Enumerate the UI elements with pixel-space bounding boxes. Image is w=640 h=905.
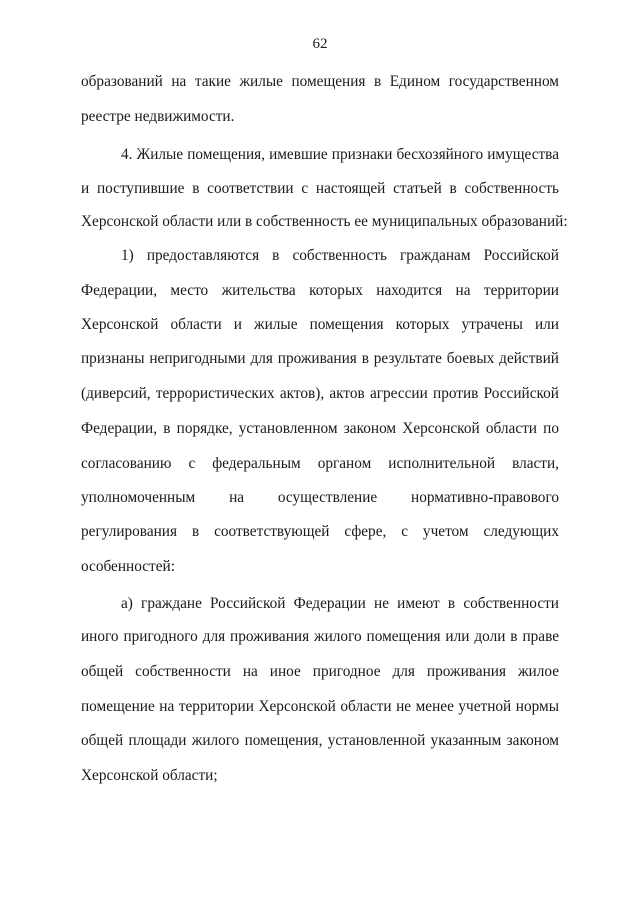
text-line: Херсонской области и жилые помещения которых утрачены или — [81, 316, 559, 333]
text-line: и поступившие в соответствии с настоящей статьей в собственность — [81, 180, 559, 197]
text-line: общей площади жилого помещения, установленной указанным законом — [81, 732, 559, 749]
paragraph-start: а) граждане Российской Федерации не имеют в собственности — [121, 595, 559, 612]
text-line: особенностей: — [81, 558, 175, 575]
text-line: Херсонской области; — [81, 767, 218, 784]
text-line: регулирования в соответствующей сфере, с учетом следующих — [81, 523, 559, 540]
text-line: Херсонской области или в собственность ее муниципальных образований: — [81, 213, 568, 230]
text-line: помещение на территории Херсонской области не менее учетной нормы — [81, 698, 559, 715]
text-line: (диверсий, террористических актов), актов агрессии против Российской — [81, 385, 559, 402]
text-line: согласованию с федеральным органом исполнительной власти, — [81, 455, 559, 472]
text-line: Федерации, место жительства которых находится на территории — [81, 282, 559, 299]
text-line: признаны непригодными для проживания в результате боевых действий — [81, 350, 559, 367]
text-line: образований на такие жилые помещения в Едином государственном — [81, 73, 559, 90]
text-line: общей собственности на иное пригодное для проживания жилое — [81, 663, 559, 680]
paragraph-start: 4. Жилые помещения, имевшие признаки бесхозяйного имущества — [121, 146, 559, 163]
text-line: иного пригодного для проживания жилого помещения или доли в праве — [81, 628, 559, 645]
paragraph-start: 1) предоставляются в собственность гражданам Российской — [121, 247, 559, 264]
text-line: Федерации, в порядке, установленном законом Херсонской области по — [81, 420, 559, 437]
text-line: реестре недвижимости. — [81, 108, 235, 125]
page-number: 62 — [312, 36, 328, 52]
text-line: уполномоченным на осуществление нормативно-правового — [81, 489, 559, 506]
